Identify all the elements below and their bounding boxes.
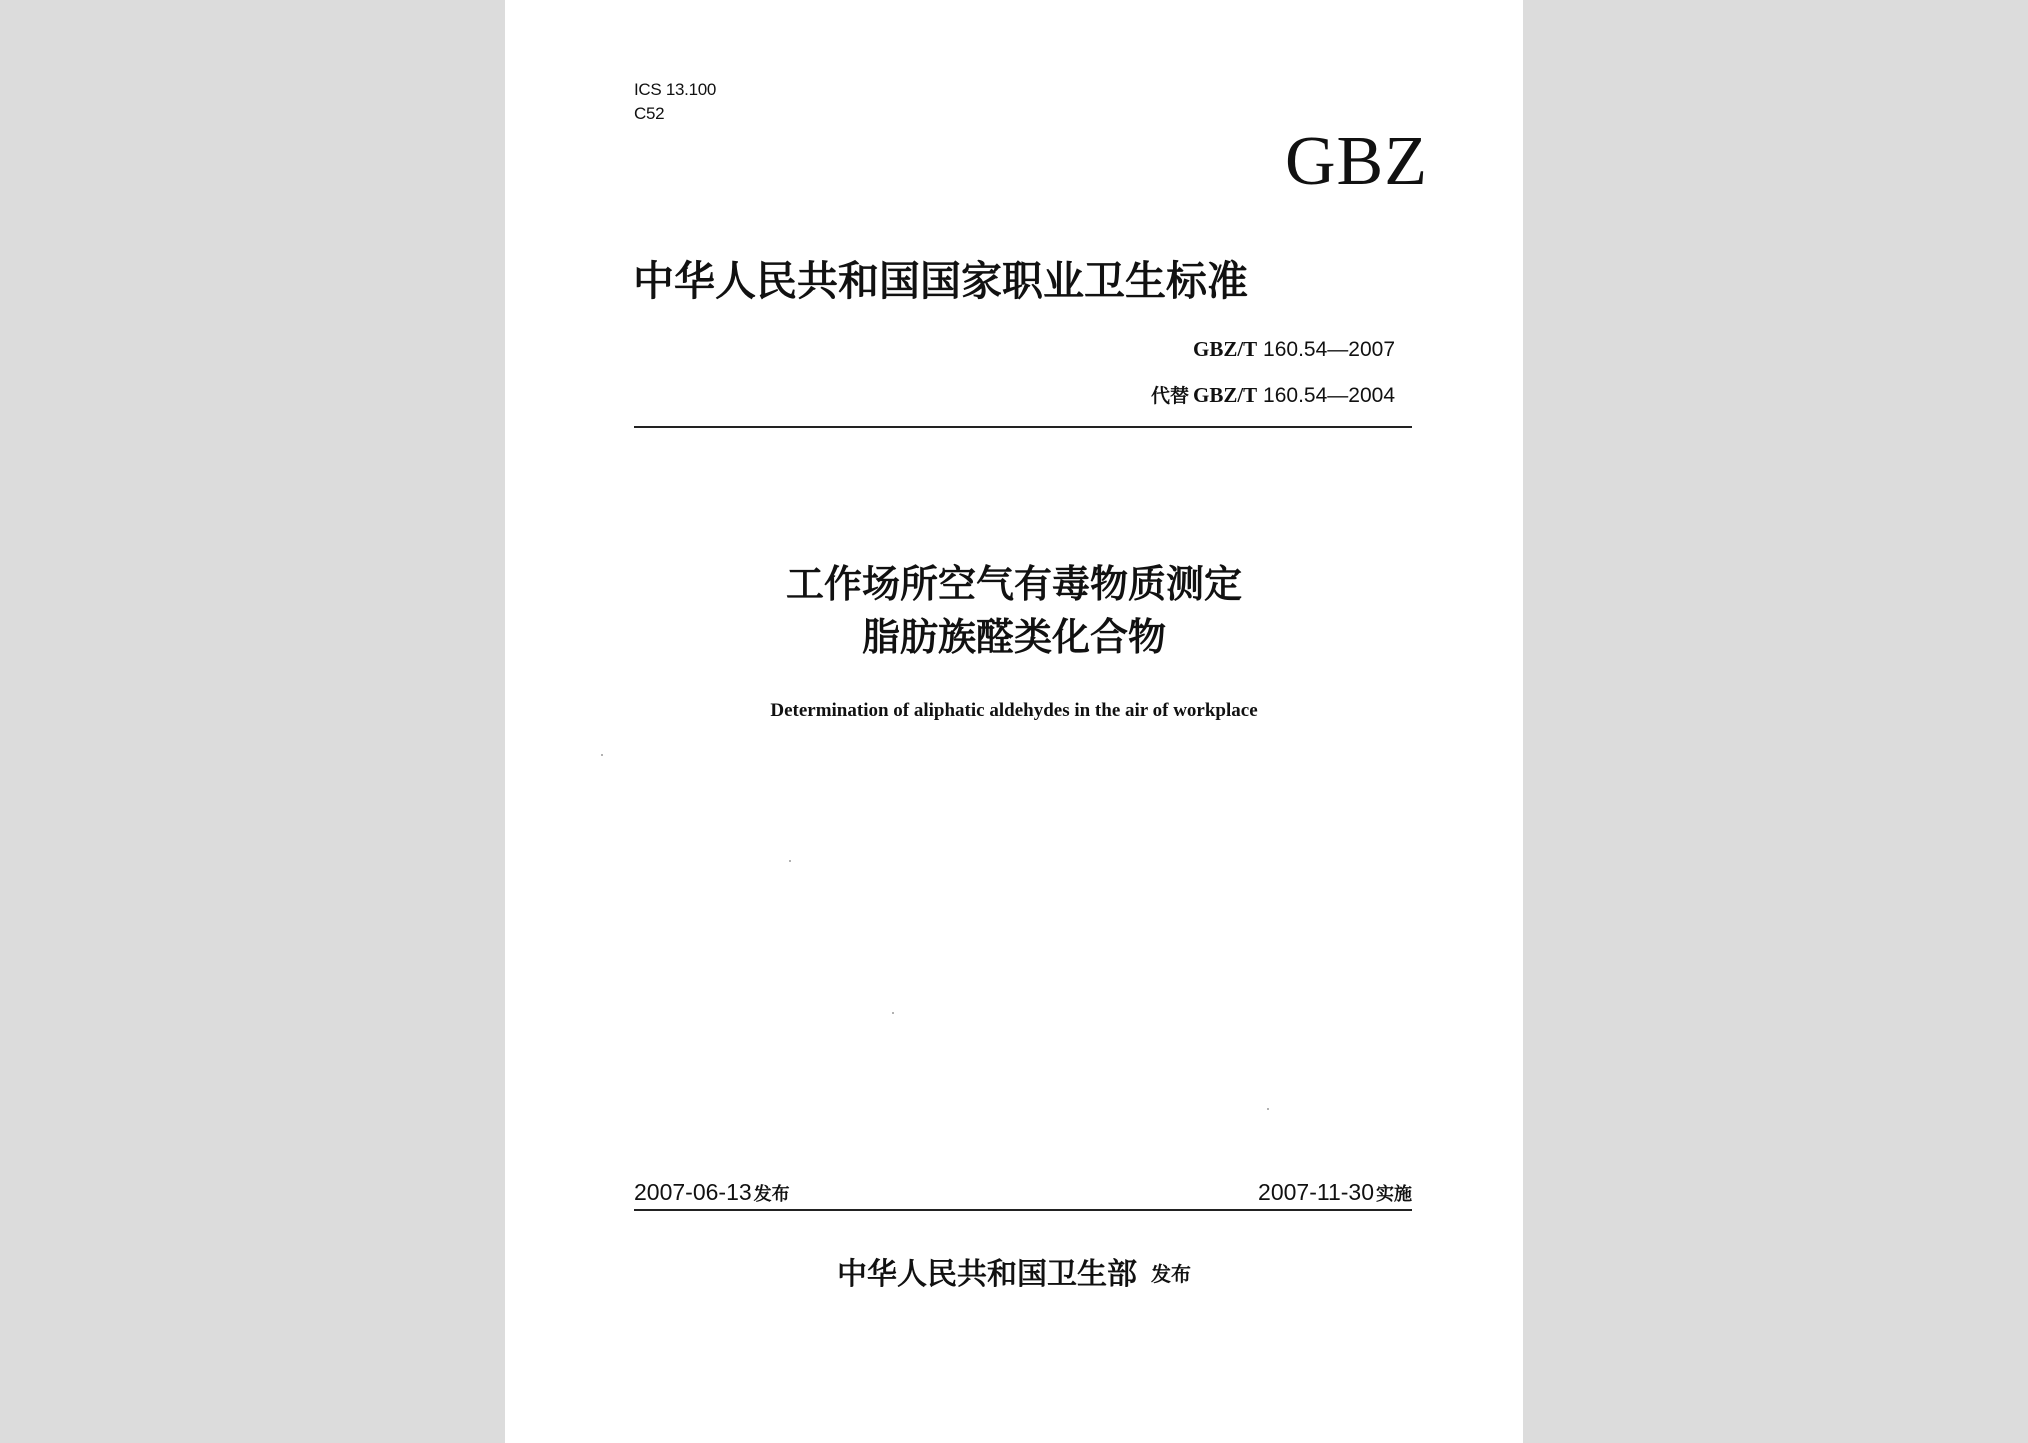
title-english: Determination of aliphatic aldehydes in the air of workplace xyxy=(770,700,1258,721)
title-zh-line-1: 工作场所空气有毒物质测定 xyxy=(785,562,1242,606)
national-standard-title: 中华人民共和国国家职业卫生标准 xyxy=(633,257,1248,305)
replaces-standard xyxy=(1151,382,1395,409)
replaces-code: GBZ/T xyxy=(1193,383,1258,407)
implementation-date xyxy=(1258,1177,1412,1210)
issuer-suffix: 发布 xyxy=(1151,1262,1191,1286)
issuing-authority xyxy=(505,1254,1523,1295)
footer-divider xyxy=(634,1209,1412,1211)
implementation-date-suffix: 实施 xyxy=(1376,1184,1412,1205)
implementation-date-value: 2007-11-30 xyxy=(1258,1179,1374,1205)
scan-speck xyxy=(601,754,603,756)
cover-page xyxy=(505,0,1523,1443)
title-zh-line-2: 脂肪族醛类化合物 xyxy=(861,615,1166,659)
issue-date xyxy=(634,1177,790,1210)
standard-code: GBZ/T xyxy=(1193,337,1258,361)
issuer-name: 中华人民共和国卫生部 xyxy=(837,1257,1137,1292)
gbz-logo: GBZ xyxy=(1285,123,1428,200)
issue-date-suffix: 发布 xyxy=(753,1184,790,1205)
scan-speck xyxy=(789,860,791,862)
scan-speck xyxy=(892,1012,894,1014)
ics-code: ICS 13.100 xyxy=(634,80,717,99)
standard-number xyxy=(1193,336,1395,363)
issue-date-value: 2007-06-13 xyxy=(634,1179,752,1205)
replaces-prefix: 代替 xyxy=(1150,385,1189,407)
header-divider xyxy=(634,426,1412,428)
replaces-number: 160.54—2004 xyxy=(1263,384,1395,407)
ccs-code: C52 xyxy=(634,104,665,123)
standard-number-value: 160.54—2007 xyxy=(1263,338,1395,361)
scan-speck xyxy=(1267,1108,1269,1110)
